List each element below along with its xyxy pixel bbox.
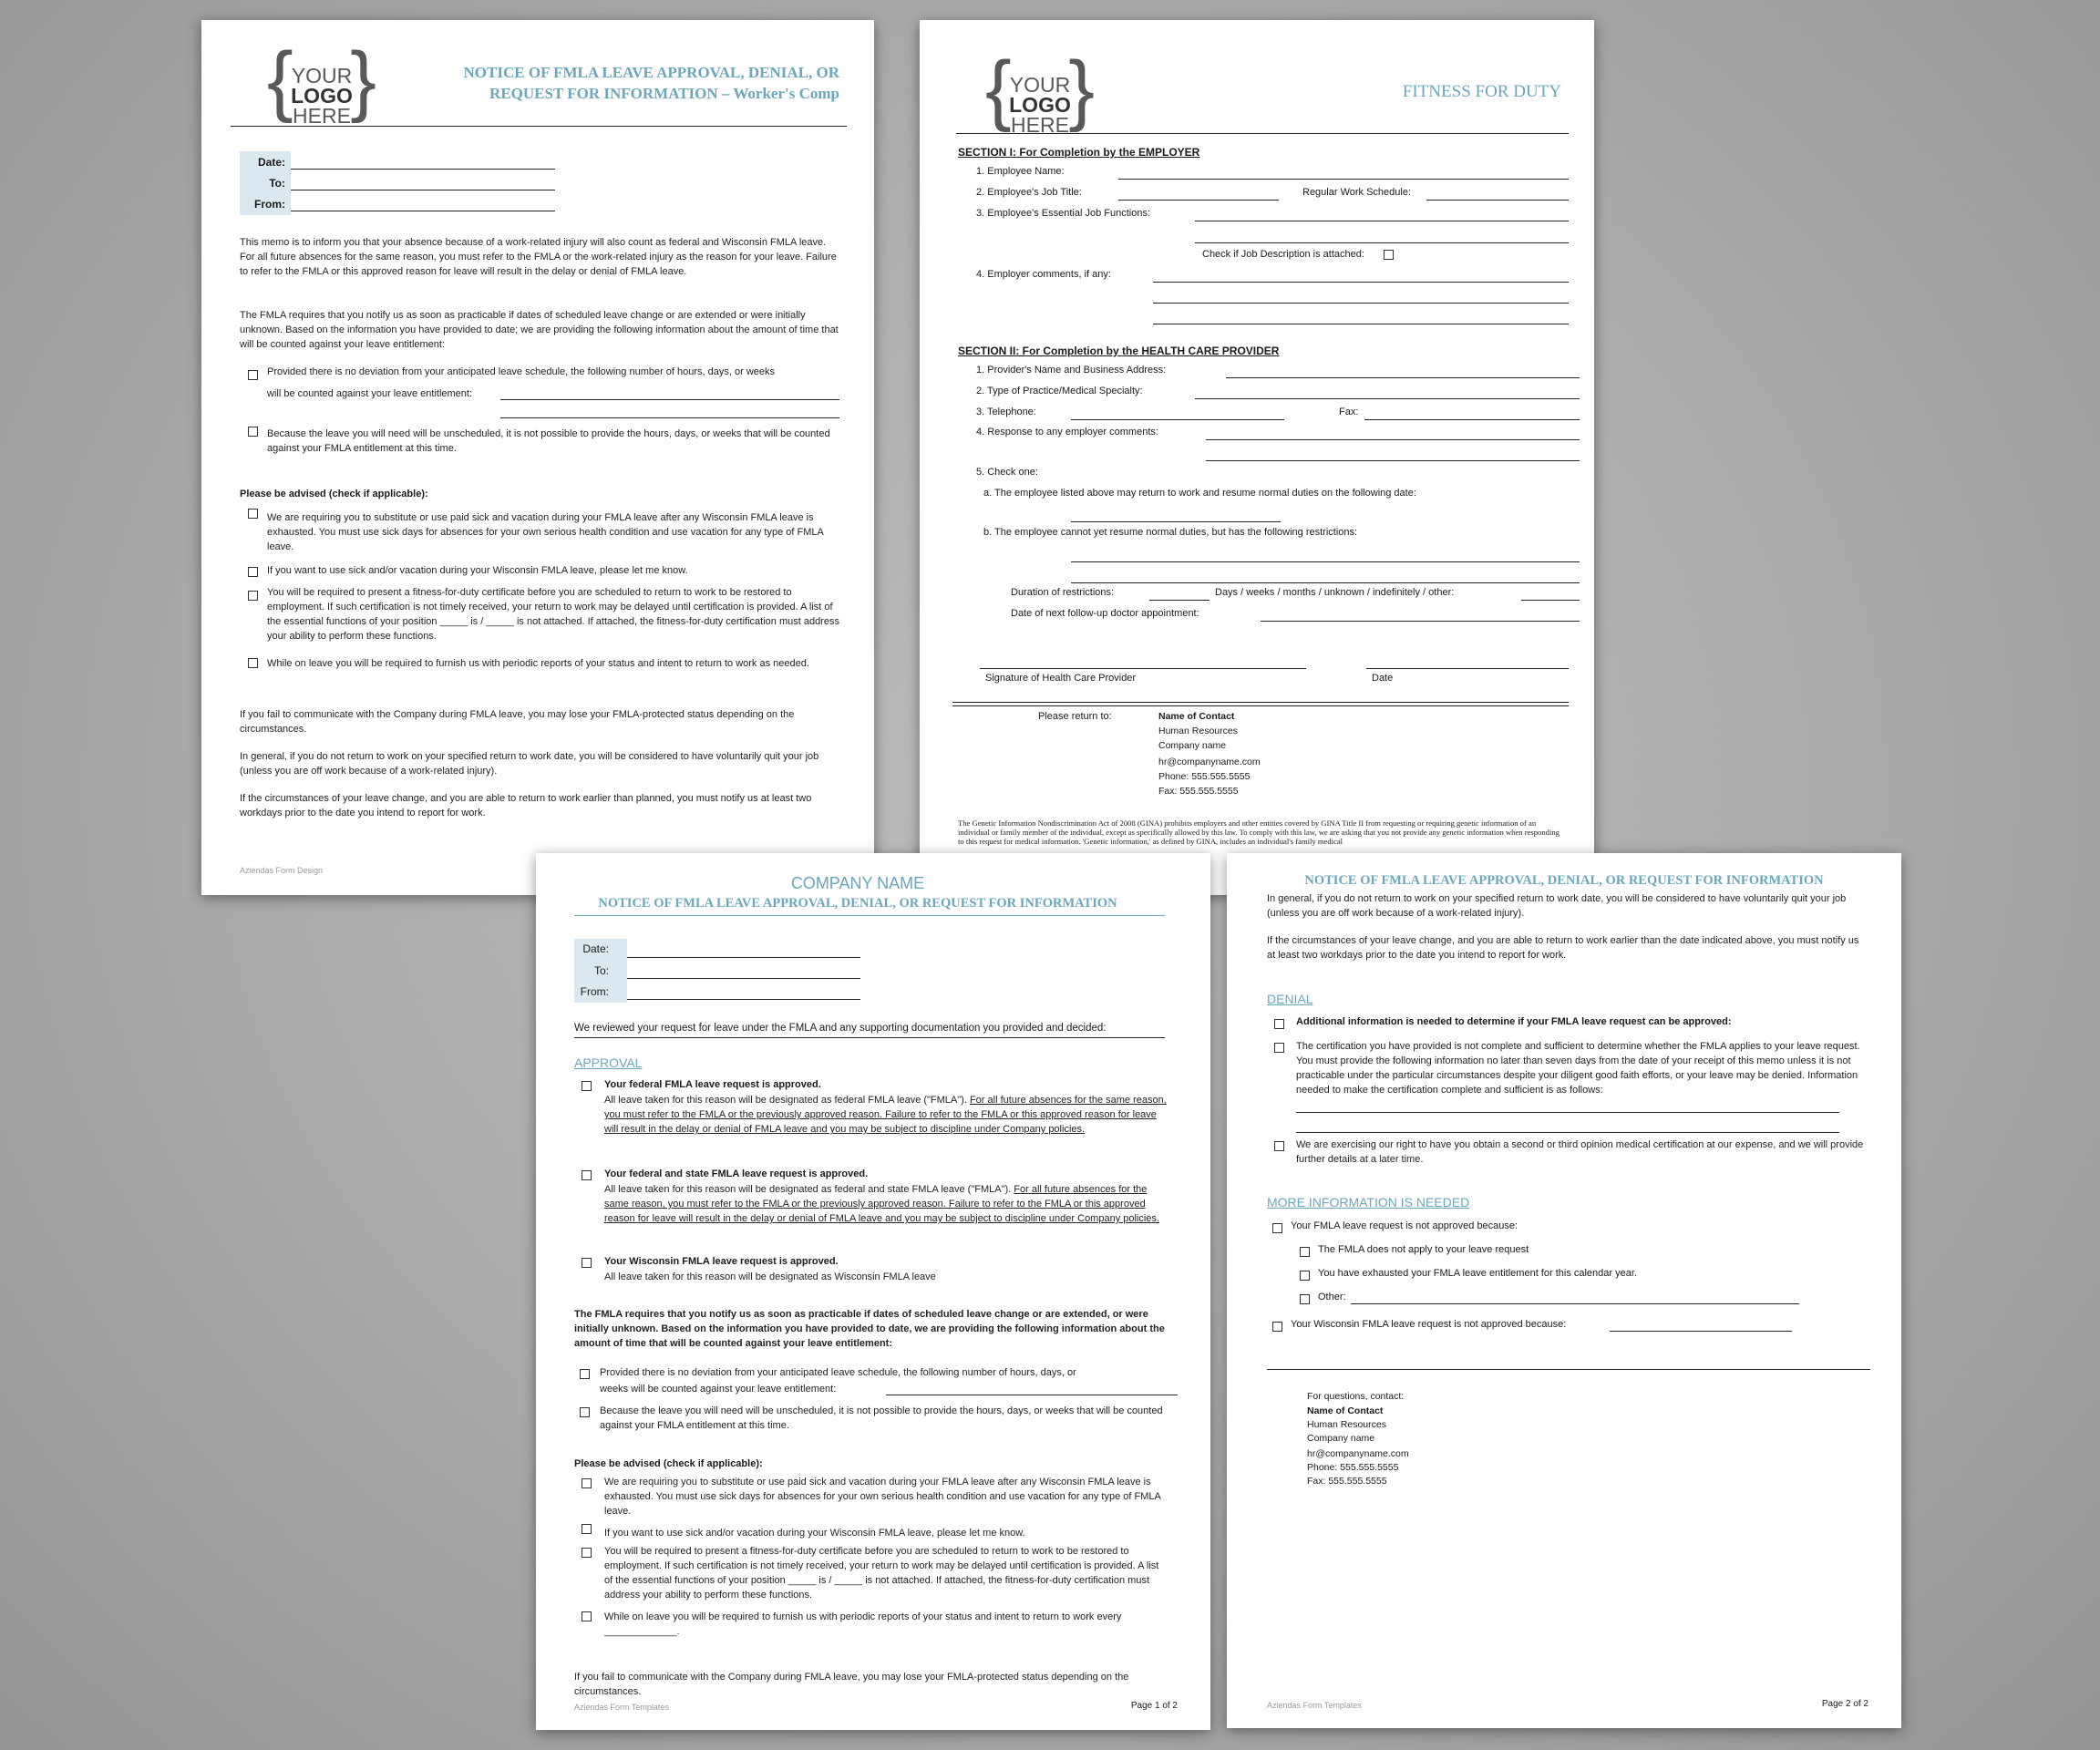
to-label: To: — [269, 177, 285, 190]
checkbox-other[interactable] — [1300, 1294, 1310, 1304]
contact-phone: Phone: 555.555.5555 — [1158, 771, 1251, 782]
signature-date-field[interactable] — [1366, 668, 1569, 669]
provider-name-field[interactable] — [1226, 377, 1580, 378]
job-functions-field-2[interactable] — [1195, 242, 1569, 243]
checkbox-federal-state-approved[interactable] — [582, 1170, 592, 1180]
questions-label: For questions, contact: — [1307, 1391, 1405, 1402]
hours-field-2[interactable] — [500, 417, 839, 418]
fax-field[interactable] — [1364, 419, 1580, 420]
section-provider-heading: SECTION II: For Completion by the HEALTH CARE PROVIDER — [958, 345, 1280, 357]
page-footer: Aziendas Form Design — [240, 866, 324, 875]
date-label: Date: — [257, 156, 285, 169]
job-description-label: Check if Job Description is attached: — [1202, 249, 1364, 260]
contact-rule — [1267, 1369, 1870, 1370]
fail-paragraph: If you fail to communicate with the Company during FMLA leave, you may lose your FMLA-protected status depending on the circumstances. — [240, 709, 795, 735]
fmla-not-apply-text: The FMLA does not apply to your leave request — [1318, 1244, 1529, 1255]
telephone-label: 3. Telephone: — [976, 407, 1036, 417]
intro-paragraph: This memo is to inform you that your absence because of a work-related injury will also count as federal and Wisconsin FMLA leave. For all future absences for the same reason, you must refer to the FMLA or the work-related injury as the reason for your leave. Failure to refer to the FMLA or this approved reason for leave will result in the delay or denial of FMLA leave. — [240, 237, 837, 277]
other-field[interactable] — [1351, 1303, 1799, 1304]
gina-notice: The Genetic Information Nondiscrimination Act of 2008 (GINA) prohibits employers and other entities covered by GINA Title II from requesting or requiring genetic information of an individual or family member of the individual, except as specifically allowed by this law. To comply with this law, we are asking that you not provide any genetic information when responding to this request for medical information. 'Genetic information,' as defined by GINA, includes an individual's family medical — [958, 818, 1560, 846]
reviewed-rule — [574, 1037, 1165, 1038]
employee-name-label: 1. Employee Name: — [976, 166, 1065, 177]
employer-comments-label: 4. Employer comments, if any: — [976, 269, 1111, 280]
notify-paragraph: The FMLA requires that you notify us as soon as practicable if dates of scheduled leave change or are extended, or were initially unknown. Based on the information you have provided to date, we are providing the following information about the amount of time that will be counted against your leave entitlement: — [574, 1309, 1165, 1349]
practice-type-field[interactable] — [1195, 398, 1580, 399]
contact-company: Company name — [1307, 1433, 1375, 1444]
date-label: Date: — [582, 942, 609, 955]
certification-field-2[interactable] — [1296, 1132, 1839, 1133]
checkbox-additional-info[interactable] — [1274, 1019, 1284, 1029]
checkbox-substitute[interactable] — [248, 509, 258, 519]
checkbox-not-approved[interactable] — [1272, 1223, 1282, 1233]
checkbox-hours[interactable] — [580, 1369, 590, 1379]
response-field[interactable] — [1206, 439, 1580, 440]
checkbox-fmla-not-apply[interactable] — [1300, 1247, 1310, 1257]
checkbox-exhausted[interactable] — [1300, 1271, 1310, 1281]
option-b-text: b. The employee cannot yet resume normal duties, but has the following restrictions: — [983, 527, 1358, 538]
approval-heading: APPROVAL — [574, 1055, 643, 1070]
checkbox-wisconsin-approved[interactable] — [582, 1258, 592, 1268]
advised-fitness-text: You will be required to present a fitness-for-duty certificate before you are scheduled to return to work to be restored to employment. If such certification is not timely received, your return to work may be delayed until certification is provided. A list of the essential functions of your position _____ is / _____ is not attached. If attached, the fitness-for-duty certification must address your ability to perform these functions. — [604, 1546, 1159, 1601]
checkbox-sick-vacation[interactable] — [248, 567, 258, 577]
checkbox-periodic[interactable] — [582, 1611, 592, 1621]
checkbox-unscheduled[interactable] — [248, 427, 258, 437]
date-field[interactable] — [627, 957, 860, 958]
job-functions-label: 3. Employee's Essential Job Functions: — [976, 208, 1151, 219]
follow-up-field[interactable] — [1261, 621, 1580, 622]
second-opinion-text: We are exercising our right to have you obtain a second or third opinion medical certification at our expense, and we will provide further details at a later time. — [1296, 1139, 1864, 1165]
signature-field[interactable] — [980, 668, 1306, 669]
signature-date-label: Date — [1372, 673, 1394, 684]
to-label: To: — [593, 964, 609, 977]
return-date-field[interactable] — [1071, 521, 1281, 522]
contact-email: hr@companyname.com — [1158, 757, 1261, 767]
early-return-paragraph: If the circumstances of your leave change, and you are able to return to work earlier than planned, you must notify us at least two workdays prior to the date you intend to report for work. — [240, 793, 812, 818]
checkbox-substitute[interactable] — [582, 1478, 592, 1488]
checkbox-certification[interactable] — [1274, 1043, 1284, 1053]
duration-label: Duration of restrictions: — [1011, 587, 1115, 598]
from-label: From: — [254, 198, 285, 211]
provider-name-label: 1. Provider's Name and Business Address: — [976, 365, 1167, 376]
job-title-label: 2. Employee's Job Title: — [976, 187, 1082, 198]
other-label: Other: — [1318, 1292, 1346, 1302]
telephone-field[interactable] — [1071, 419, 1284, 420]
checkbox-federal-approved[interactable] — [582, 1081, 592, 1091]
duration-units-label: Days / weeks / months / unknown / indefinitely / other: — [1215, 587, 1455, 598]
page-title: FITNESS FOR DUTY — [1402, 82, 1561, 101]
employee-name-field[interactable] — [1118, 179, 1569, 180]
page-title: NOTICE OF FMLA LEAVE APPROVAL, DENIAL, OR — [463, 64, 839, 81]
option-unscheduled-text: Because the leave you will need will be unscheduled, it is not possible to provide the hours, days, or weeks that will be counted against your FMLA entitlement at this time. — [600, 1405, 1163, 1431]
advised-fitness-text: You will be required to present a fitness-for-duty certificate before you are scheduled to return to work to be restored to employment. If such certification is not timely received, your return to work may be delayed until certification is provided. A list of the essential functions of your position _____ is / _____ is not attached. If attached, the fitness-for-duty certification must address your ability to perform these functions. — [267, 587, 839, 642]
federal-state-approved-heading: Your federal and state FMLA leave request is approved. — [604, 1168, 869, 1179]
work-schedule-field[interactable] — [1426, 200, 1569, 201]
signature-label: Signature of Health Care Provider — [985, 673, 1137, 684]
page-footer: Aziendas Form Templates — [574, 1703, 669, 1712]
header-rule — [231, 126, 847, 127]
advised-substitute-text: We are requiring you to substitute or use paid sick and vacation during your FMLA leave after any Wisconsin FMLA leave is exhausted. You must use sick days for absences for your own serious health condition and use vacation for any type of FMLA leave. — [604, 1477, 1161, 1517]
page-title: NOTICE OF FMLA LEAVE APPROVAL, DENIAL, OR REQUEST FOR INFORMATION — [598, 896, 1117, 911]
option-a-text: a. The employee listed above may return to work and resume normal duties on the following date: — [983, 488, 1416, 499]
checkbox-unscheduled[interactable] — [580, 1407, 590, 1417]
federal-approved-heading: Your federal FMLA leave request is approved. — [604, 1079, 821, 1090]
follow-up-label: Date of next follow-up doctor appointment: — [1011, 608, 1199, 619]
contact-department: Human Resources — [1158, 726, 1238, 736]
checkbox-fitness[interactable] — [582, 1548, 592, 1558]
certification-text: The certification you have provided is not complete and sufficient to determine whether the FMLA applies to your leave request. You must provide the following information no later than seven days from the date of your receipt of this memo unless it is not practicable under the particular circumstances despite your diligent good faith efforts, or your leave may be denied. Information needed to make the certification complete and sufficient is as follows: — [1296, 1041, 1860, 1096]
advised-heading: Please be advised (check if applicable): — [240, 489, 428, 499]
reviewed-text: We reviewed your request for leave under the FMLA and any supporting documentation you provided and decided: — [574, 1023, 1107, 1034]
contact-name: Name of Contact — [1307, 1405, 1384, 1416]
wisconsin-not-approved-field[interactable] — [1610, 1331, 1792, 1332]
work-schedule-label: Regular Work Schedule: — [1302, 187, 1412, 198]
advised-heading: Please be advised (check if applicable): — [574, 1458, 763, 1469]
contact-name: Name of Contact — [1158, 711, 1235, 722]
option-hours-text: Provided there is no deviation from your anticipated leave schedule, the following number of hours, days, or weeks — [267, 366, 776, 377]
to-field[interactable] — [627, 978, 860, 979]
return-to-label: Please return to: — [1038, 711, 1112, 722]
option-unscheduled-text: Because the leave you will need will be unscheduled, it is not possible to provide the hours, days, or weeks that will be counted against your FMLA entitlement at this time. — [267, 428, 830, 454]
page-subtitle: REQUEST FOR INFORMATION – Worker's Comp — [489, 85, 839, 102]
employer-comments-field-2[interactable] — [1153, 303, 1569, 304]
advised-substitute-text: We are requiring you to substitute or use paid sick and vacation during your FMLA leave after any Wisconsin FMLA leave is exhausted. You must use sick days for absences for your own serious health condition and use vacation for any type of FMLA leave. — [267, 512, 824, 552]
page-number: Page 1 of 2 — [1130, 1701, 1178, 1711]
certification-field[interactable] — [1296, 1112, 1839, 1113]
fail-paragraph: If you fail to communicate with the Company during FMLA leave, you may lose your FMLA-protected status depending on the circumstances. — [574, 1672, 1129, 1697]
page-fmla-notice-2 — [1227, 853, 1901, 1728]
company-name: COMPANY NAME — [790, 874, 925, 892]
duration-other-field[interactable] — [1521, 600, 1580, 601]
checkbox-second-opinion[interactable] — [1274, 1141, 1284, 1151]
checkbox-hours[interactable] — [248, 370, 258, 380]
denial-heading: DENIAL — [1267, 992, 1313, 1006]
page-fmla-notice-1 — [536, 853, 1210, 1730]
exhausted-text: You have exhausted your FMLA leave entitlement for this calendar year. — [1318, 1268, 1637, 1279]
option-hours-text-2: will be counted against your leave entitlement: — [267, 388, 473, 399]
check-one-label: 5. Check one: — [976, 467, 1038, 478]
contact-company: Company name — [1158, 740, 1227, 751]
practice-type-label: 2. Type of Practice/Medical Specialty: — [976, 386, 1143, 396]
more-info-heading: MORE INFORMATION IS NEEDED — [1267, 1195, 1470, 1210]
federal-approved-text: All leave taken for this reason will be designated as federal FMLA leave ("FMLA"). For all future absences for the same reason, you must refer to the FMLA or the previously approved reason. Failure to refer to the FMLA or this approved reason for leave will result in the delay or denial of FMLA leave and you may be subject to discipline under Company policies. — [604, 1095, 1167, 1135]
from-label: From: — [580, 985, 609, 998]
restrictions-field-2[interactable] — [1071, 582, 1580, 583]
page-fmla-workers-comp — [201, 20, 874, 895]
duration-field[interactable] — [1149, 600, 1210, 601]
contact-department: Human Resources — [1307, 1419, 1386, 1430]
double-rule — [952, 702, 1569, 703]
wisconsin-approved-text: All leave taken for this reason will be designated as Wisconsin FMLA leave — [604, 1271, 936, 1282]
not-approved-text: Your FMLA leave request is not approved because: — [1291, 1220, 1518, 1231]
early-return-paragraph: If the circumstances of your leave change, and you are able to return to work earlier than the date indicated above, you must notify us at least two workdays prior to the date you intend to report for work. — [1267, 935, 1859, 961]
additional-info-text: Additional information is needed to determine if your FMLA leave request can be approved: — [1296, 1016, 1732, 1027]
header-rule — [574, 915, 1165, 916]
contact-phone: Phone: 555.555.5555 — [1307, 1462, 1399, 1473]
job-title-field[interactable] — [1118, 200, 1279, 201]
logo-placeholder: { } YOUR LOGO HERE — [985, 46, 1095, 137]
option-hours-text-2: weeks will be counted against your leave entitlement: — [600, 1384, 837, 1395]
checkbox-wisconsin-not-approved[interactable] — [1272, 1322, 1282, 1332]
page-fitness-for-duty — [920, 20, 1594, 895]
date-field[interactable] — [291, 169, 555, 170]
checkbox-job-description[interactable] — [1384, 250, 1394, 260]
wisconsin-approved-heading: Your Wisconsin FMLA leave request is approved. — [604, 1256, 839, 1267]
hours-field[interactable] — [500, 399, 839, 400]
checkbox-sick-vacation[interactable] — [582, 1524, 592, 1534]
checkbox-periodic[interactable] — [248, 658, 258, 668]
wisconsin-not-approved-text: Your Wisconsin FMLA leave request is not approved because: — [1291, 1319, 1567, 1330]
section-employer-heading: SECTION I: For Completion by the EMPLOYER — [958, 146, 1200, 159]
checkbox-fitness[interactable] — [248, 591, 258, 601]
contact-email: hr@companyname.com — [1307, 1448, 1409, 1459]
from-field[interactable] — [627, 999, 860, 1000]
restrictions-field[interactable] — [1071, 561, 1580, 562]
employer-comments-field[interactable] — [1153, 282, 1569, 283]
response-label: 4. Response to any employer comments: — [976, 427, 1158, 438]
logo-placeholder: { } YOUR LOGO HERE — [267, 36, 376, 128]
return-paragraph: In general, if you do not return to work on your specified return to work date, you will be considered to have voluntarily quit your job (unless you are off work because of a work-related injury). — [240, 751, 819, 777]
contact-fax: Fax: 555.555.5555 — [1158, 786, 1239, 797]
notify-paragraph: The FMLA requires that you notify us as soon as practicable if dates of scheduled leave change or are extended or were initially unknown. Based on the information you have provided to date; we are providing the following information about the amount of time that will be counted against your leave entitlement: — [240, 310, 839, 350]
advised-periodic-text: While on leave you will be required to furnish us with periodic reports of your status and intent to return to work every _____________. — [604, 1611, 1122, 1637]
header-rule — [956, 133, 1569, 134]
federal-state-approved-text: All leave taken for this reason will be designated as federal and state FMLA leave ("FMLA"). For all future absences for the same reason, you must refer to the FMLA or the previously approved reason. Failure to refer to the FMLA or this approved reason for leave will result in the delay or denial of FMLA leave and you may be subject to discipline under Company policies. — [604, 1184, 1159, 1224]
fax-label: Fax: — [1339, 407, 1359, 417]
option-hours-text: Provided there is no deviation from your anticipated leave schedule, the following number of hours, days, or — [600, 1367, 1076, 1378]
advised-sick-text: If you want to use sick and/or vacation during your Wisconsin FMLA leave, please let me know. — [267, 565, 688, 576]
advised-periodic-text: While on leave you will be required to furnish us with periodic reports of your status and intent to return to work as needed. — [267, 658, 809, 669]
page-footer: Aziendas Form Templates — [1267, 1701, 1362, 1710]
advised-sick-text: If you want to use sick and/or vacation during your Wisconsin FMLA leave, please let me know. — [604, 1528, 1025, 1539]
double-rule-2 — [952, 705, 1569, 706]
page-title: NOTICE OF FMLA LEAVE APPROVAL, DENIAL, OR REQUEST FOR INFORMATION — [1304, 873, 1824, 888]
response-field-2[interactable] — [1206, 460, 1580, 461]
page-number: Page 2 of 2 — [1821, 1699, 1868, 1709]
contact-fax: Fax: 555.555.5555 — [1307, 1476, 1387, 1487]
return-paragraph: In general, if you do not return to work on your specified return to work date, you will be considered to have voluntarily quit your job (unless you are off work because of a work-related injury). — [1267, 893, 1847, 919]
